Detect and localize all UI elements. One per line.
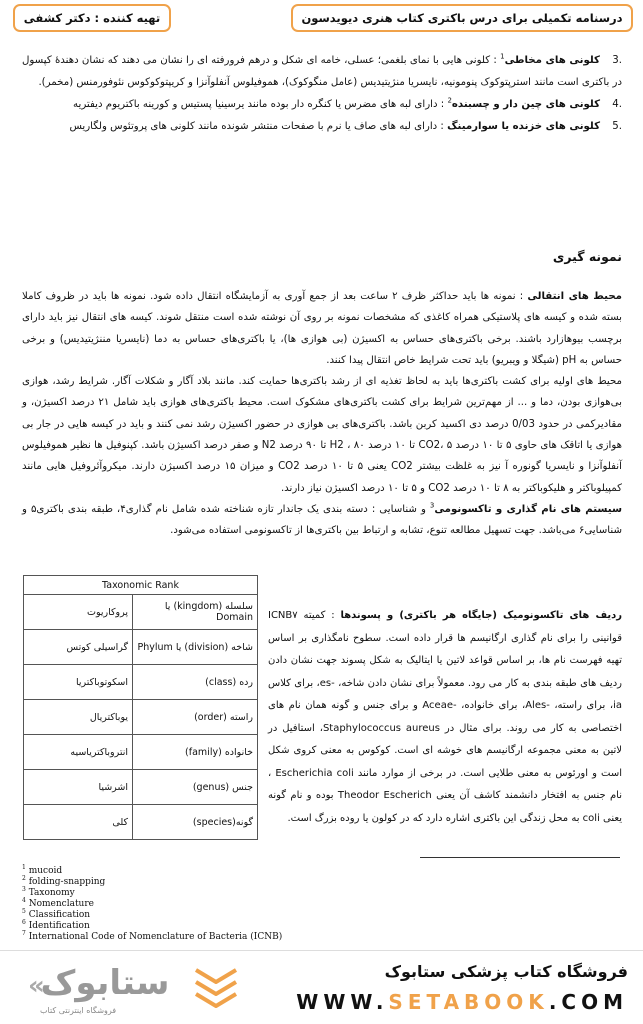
table-row (24, 805, 258, 840)
list-number: .4 (612, 99, 622, 110)
example-cell: انتروباکتریاسیه (24, 735, 133, 770)
store-name: فروشگاه کتاب پزشکی ستابوک (384, 962, 628, 981)
footnote (22, 877, 282, 888)
footnote-number: 1 (22, 864, 26, 871)
sampling-section (22, 246, 622, 268)
colony-list (22, 50, 622, 138)
paragraph-text: : کمیته ICNB۷ قوانینی را برای نام گذاری ارگانیسم ها قرار داده است. سطوح نامگذاری بر اساس تهیه فهرست نام ها، بر اساس قواعد لاتین یا ایتالیک به شکل پسوند جهت نشان دادن ردیف های طبقه بندی به کار می رود. معمولاً برای نشان دادن شاخه، ‑es، برای کلاس ia، برای راسته، ‑Ales، برای خانواده، ‑Aceae و برای جنس و گونه همان نام های اختصاصی به کار می روند. برای مثال در Staphylococcus aureus، استافیل در لاتین به معنی مجموعه ارگانیسم های خوشه ای است. کوکوس به معنی کروی شکل است و اورئوس به معنی طلایی است. در برخی از موارد مانند Escherichia coli ، نام جنس به افتخار دانشمند کاشف آن یعنی Theodor Escherich بوده و نام گونه یعنی coli به محل زندگی این باکتری اشاره دارد که در کولون یا روده بزرگ است. (268, 610, 623, 824)
document-title-box (291, 4, 633, 32)
section-heading: نمونه گیری (552, 249, 622, 264)
table-row (24, 735, 258, 770)
footnote-number: 4 (22, 897, 26, 904)
table-row (24, 770, 258, 805)
url-suffix: .COM (548, 990, 628, 1014)
footnotes (22, 866, 282, 943)
footnote-text: International Code of Nomenclature of Bacteria (ICNB) (28, 932, 283, 942)
taxonomic-rank-table (23, 575, 258, 840)
list-text: : کلونی هایی با نمای بلغمی؛ عسلی، خامه ای شکل و درهم فرورفته ای را نشان می دهند که نشان دهندۀ کپسول در باکتری است مانند استرپتوکوک پنومونیه، نایسریا منژیتیدیس (عامل منگوکوک)، هموفیلوس آنفلوآنزا و کریپتوکوکوس نئوفورمنس (مخمر). (22, 55, 622, 88)
footnote (22, 866, 282, 877)
taxonomic-ranks-paragraph (268, 605, 622, 830)
paragraph-text: و شناسایی : دسته بندی یک جاندار تازه شناخته شده شامل نام گذاری۴، طبقه بندی باکتری۵ و شناسایی۶ می‌باشد. جهت تسهیل مطالعه تنوع، تشابه و ارتباط بین باکتری‌ها از تاکسونومی استفاده می‌شود. (22, 503, 622, 537)
paragraph-term: ردیف های تاکسونومیک (جایگاه هر باکتری) و پسوندها (340, 610, 622, 621)
footnote (22, 888, 282, 899)
paragraph (22, 286, 622, 371)
footnote-ref: 2 (447, 96, 452, 105)
footnote-number: 5 (22, 908, 26, 915)
list-item (22, 116, 622, 138)
example-cell: اشرشیا (24, 770, 133, 805)
table-row (24, 595, 258, 630)
table-row (24, 665, 258, 700)
paragraph-term: محیط های انتقالی (527, 291, 622, 302)
footnote-text: Taxonomy (28, 888, 75, 898)
footer-divider (0, 950, 643, 951)
author-label: تهیه کننده : دکتر کشفی (23, 11, 161, 25)
list-text: : دارای لبه های صاف یا نرم با صفحات منتشر شونده مانند کلونی های پروتئوس ولگاریس (69, 121, 444, 132)
list-term: کلونی های خزنده یا سوارمینگ (447, 121, 600, 132)
footnote-text: Nomenclature (28, 899, 94, 909)
table-header: Taxonomic Rank (24, 576, 258, 595)
logo-subtitle: فروشگاه اینترنتی کتاب (40, 1006, 117, 1015)
logo-wordmark: ستابوک (40, 963, 170, 1003)
rank-cell: خانواده (family) (133, 735, 258, 770)
footnote-text: folding-snapping (28, 877, 106, 887)
rank-cell: شاخه (division) یا Phylum (133, 630, 258, 665)
url-prefix: WWW. (296, 990, 389, 1014)
chevrons-icon: « (28, 971, 45, 1001)
example-cell: کلی (24, 805, 133, 840)
list-text: : دارای لبه های مضرس یا کنگره دار بوده مانند یرسینیا پستیس و کورینه باکتریوم دیفتریه (73, 99, 445, 110)
list-item (22, 94, 622, 116)
footnote-ref: 3 (429, 501, 435, 510)
footnote-number: 6 (22, 919, 26, 926)
footnote-ref: 1 (500, 52, 505, 61)
paragraph: محیط های اولیه برای کشت باکتری‌ها باید به لحاظ تغذیه ای از رشد باکتری‌ها حمایت کند. مانند بلاد آگار و شکلات آگار. شرایط رشد، هوازی بی‌هوازی بودن، دما و ... از مهم‌ترین شرایط برای کشت باکتری‌های مشکوک است. محیط باکتری‌های هوازی باید شامل ۲۱ درصد اکسیژن، و مقادیرکمی در حدود 0/03 درصد دی اکسید کربن باشد. باکتری‌های بی هوازی در حضور اکسیژن رشد نمی کنند و باید در کیسه هایی در جار بی هوازی یا اتاقک های حاوی ۵ تا ۱۰ درصد CO2، ۵ تا ۱۰ درصد H2 ، ۸۰ تا ۹۰ درصد N2 و صفر درصد اکسیژن باشد. کپنوفیل ها نظیر هموفیلوس آنفلوآنزا و نایسریا گونوره آ نیز به غلظت بیشتر CO2 یعنی ۵ تا ۱۰ درصد CO2 و میزان ۱۵ درصد اکسیژن دارند. میکروآئروفیل هایی مانند کمپیلوباکتر و هلیکوباکتر به ۸ تا ۱۰ درصد CO2 و ۵ تا ۱۰ درصد اکسیژن نیاز دارند. (22, 376, 622, 494)
paragraph-term: سیستم های نام گذاری و تاکسونومی (434, 503, 622, 515)
list-number: .5 (612, 121, 622, 132)
footnote-number: 7 (22, 930, 26, 937)
footnote-text: Identification (28, 921, 90, 931)
list-term: کلونی های چین دار و چسبنده (451, 99, 600, 110)
store-url[interactable] (296, 990, 628, 1014)
footnote-number: 2 (22, 875, 26, 882)
footnote (22, 921, 282, 932)
rank-cell: گونه(species) (133, 805, 258, 840)
paragraph-text: : نمونه ها باید حداکثر ظرف ۲ ساعت بعد از جمع آوری به آزمایشگاه انتقال داده شود. نمونه ها باید در ظروف کاملا بسته شده و کیسه های پلاستیکی همراه کاغذی که مشخصات نمونه بر روی آن نوشته شده است منتقل شوند. کیسه های انتقال نیز باید دارای برچسب بیوهازارد باشند. برخی باکتری‌های حساس به اکسیژن (بی هوازی ها)، یا باکتری‌های حساس به دما (نایسریا مننژیتیدیس) و برخی حساس به pH (شیگلا و ویبریو) باید تحت شرایط خاص انتقال پیدا کنند. (22, 291, 622, 366)
rank-cell: سلسله (kingdom) یا Domain (133, 595, 258, 630)
list-item (22, 50, 622, 94)
document-title: درسنامه تکمیلی برای درس باکتری کتاب هنری دیویدسون (301, 11, 623, 25)
footnote-divider (420, 857, 620, 858)
footnote (22, 899, 282, 910)
setabook-logo[interactable] (10, 958, 245, 1020)
footnote-text: mucoid (28, 866, 63, 876)
table-row (24, 700, 258, 735)
paragraph (22, 499, 622, 542)
rank-cell: جنس (genus) (133, 770, 258, 805)
author-box (13, 4, 171, 32)
list-number: .3 (612, 55, 622, 66)
rank-cell: راسته (order) (133, 700, 258, 735)
rank-cell: رده (class) (133, 665, 258, 700)
example-cell: گراسیلی کوتس (24, 630, 133, 665)
url-brand: SETABOOK (388, 990, 549, 1014)
table-row (24, 630, 258, 665)
example-cell: یوباکتریال (24, 700, 133, 735)
sampling-body (22, 286, 622, 542)
footnote (22, 910, 282, 921)
footnote (22, 932, 282, 943)
list-term: کلونی های مخاطی (504, 55, 600, 66)
footnote-text: Classification (28, 910, 91, 920)
example-cell: اسکوتوباکتریا (24, 665, 133, 700)
example-cell: پروکاریوت (24, 595, 133, 630)
footnote-number: 3 (22, 886, 26, 893)
